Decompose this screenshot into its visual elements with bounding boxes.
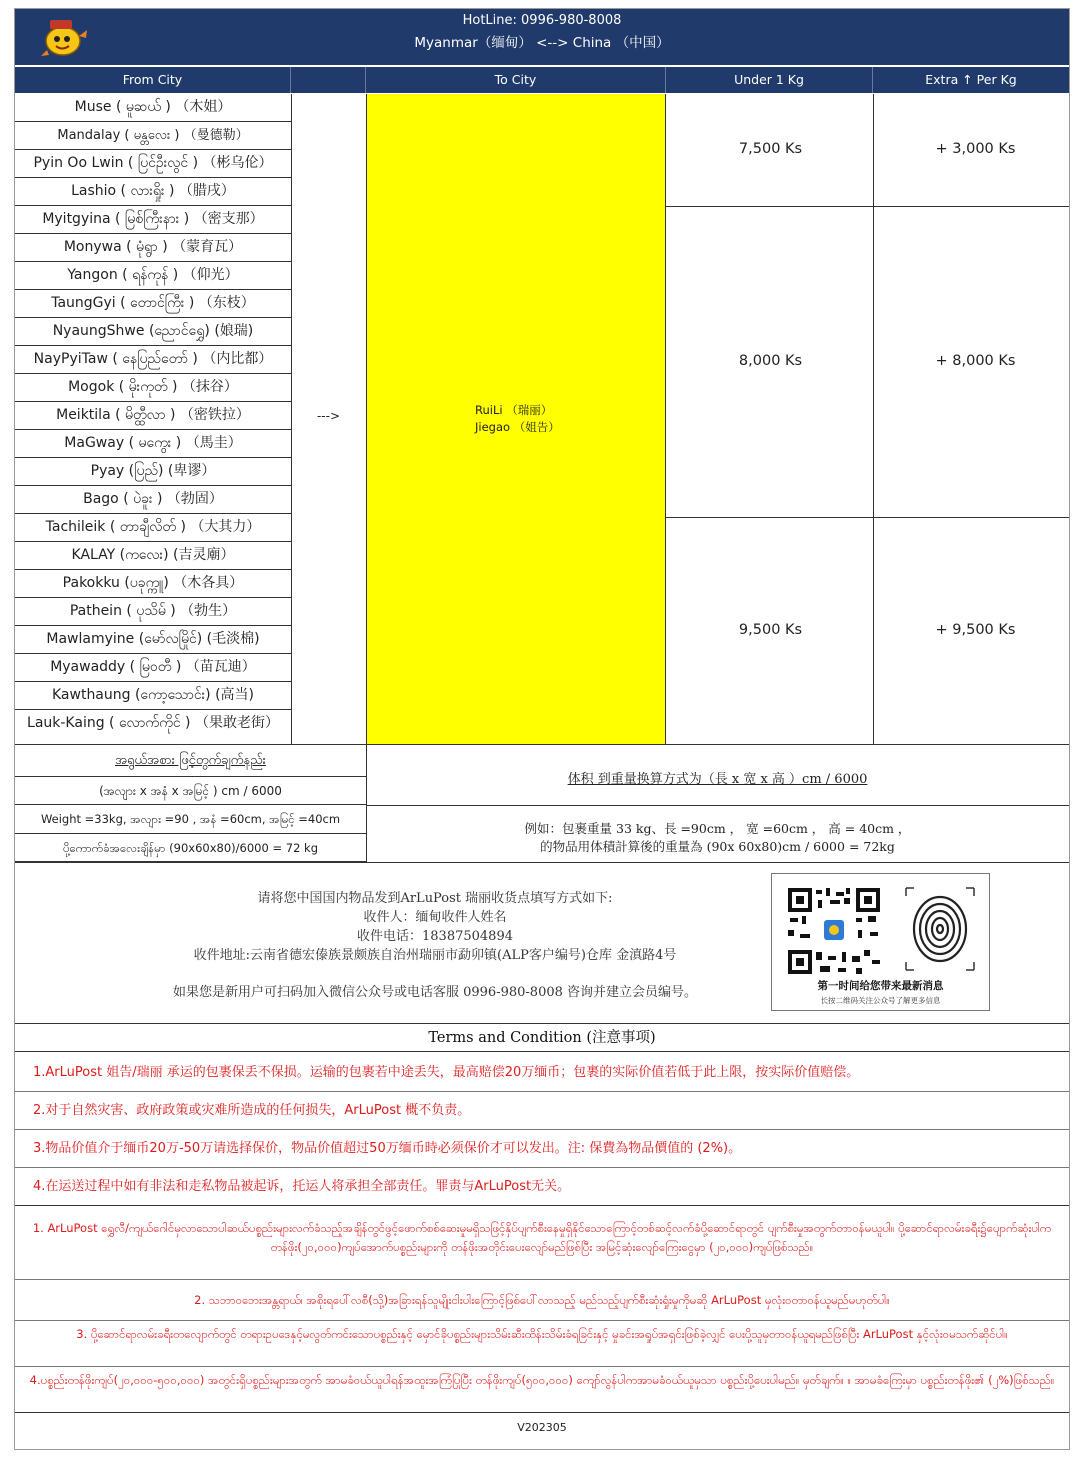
term-my-4: 4.ပစ္စည်းတန်ဖိုးကျပ်(၂၀,၀၀၀-၅၀၀,၀၀၀) အတွင်းရှိပစ္စည်းများအတွက် အာမခံဝယ်ယူပါရန်အထူးအကြံပြုပြီး တန်ဖိုးကျပ်(၅၀၀,၀၀၀) ကျော်လွန်ပါကအာမခံဝယ်ယူမှသာ ပစ္စည်းပို့ပေးပါမည်။ မှတ်ချက်။ ။ အာမခံကြေးမှာ ပစ္စည်းတန်ဖိုး၏ (၂%)ဖြစ်သည်။ xyxy=(15,1367,1069,1413)
city-row: Mandalay ( မန္တလေး ) （曼德勒） xyxy=(15,122,291,150)
destination-list xyxy=(475,402,560,436)
city-row: Tachileik ( တာချီလိတ် ) （大其力） xyxy=(15,514,291,542)
col-extra-per-kg: Extra ↑ Per Kg xyxy=(925,72,1017,87)
qr-subcaption: 长按二维码关注公众号了解更多信息 xyxy=(820,996,941,1005)
address-recipient: 收件人：缅甸收件人姓名 xyxy=(363,910,507,925)
term-cn-3: 3.物品价值介于缅币20万-50万请选择保价，物品价值超过50万缅币時必须保价才可以发出。注: 保費為物品價值的 (2%)。 xyxy=(15,1130,1069,1168)
city-row: Kawthaung (ကော့သောင်း) (高当) xyxy=(15,682,291,710)
address-phone: 收件电话：18387504894 xyxy=(357,929,513,944)
city-row: NyaungShwe (ညောင်ရွှေ) (娘瑞) xyxy=(15,318,291,346)
price-under-1: 7,500 Ks xyxy=(738,141,803,157)
price-extra-2: + 8,000 Ks xyxy=(935,353,1016,369)
city-row: Pyin Oo Lwin ( ပြင်ဦးလွင် ) （彬乌伦） xyxy=(15,150,291,178)
header-banner xyxy=(15,9,1069,65)
to-city-cell xyxy=(366,94,666,744)
city-row: Pyay (ပြည်) (卑谬） xyxy=(15,458,291,486)
address-block xyxy=(75,889,795,1002)
address-spacer xyxy=(75,965,795,983)
address-intro: 请将您中国国内物品发到ArLuPost 瑞丽收货点填写方式如下: xyxy=(257,891,613,906)
grid-divider xyxy=(873,94,874,744)
qr-code-icon[interactable] xyxy=(786,886,882,976)
term-cn-1: 1.ArLuPost 姐告/瑞丽 承运的包裹保丢不保损。运输的包裹若中途丢失，最高赔偿20万缅币；包裹的实际价值若低于此上限，按实际价值赔偿。 xyxy=(15,1053,1069,1092)
conversion-formula-my: (အလျား x အနံ x အမြင့် ) cm / 6000 xyxy=(15,777,366,805)
column-header-bar xyxy=(15,67,1069,93)
direction-arrow: ---> xyxy=(316,409,341,423)
address-new-user-note: 如果您是新用户可扫码加入微信公众号或电话客服 0996-980-8008 咨询并建立会员编号。 xyxy=(172,985,698,1000)
city-row: Pakokku (ပခုက္ကူ) （木各具） xyxy=(15,570,291,598)
address-location: 收件地址:云南省德宏傣族景颇族自治州瑞丽市勐卯镇(ALP客户编号)仓库 金滇路4号 xyxy=(193,948,677,963)
qr-caption: 第一时间给您带来最新消息 xyxy=(817,980,944,992)
route-text: Myanmar（缅甸） <--> China （中国） xyxy=(414,35,670,51)
term-cn-2: 2.对于自然灾害、政府政策或灾难所造成的任何损失，ArLuPost 概不负责。 xyxy=(15,1092,1069,1130)
price-sheet xyxy=(14,8,1070,1450)
city-row: MaGway ( မကွေး ) （馬圭） xyxy=(15,430,291,458)
conversion-bottom-line xyxy=(15,862,1069,863)
city-row: Pathein ( ပုသိမ် ) （勃生） xyxy=(15,598,291,626)
conversion-title-my: အရွယ်အစား ဖြင့်တွက်ချက်နည်း xyxy=(15,745,366,777)
conversion-example-cn: 例如：包裹重量 33 kg、長 =90cm ， 宽 =60cm ， 高 = 40cm ， xyxy=(524,821,911,836)
terms-title: Terms and Condition (注意事项) xyxy=(15,1023,1069,1052)
hotline-text: HotLine: 0996-980-8008 xyxy=(462,13,622,28)
conversion-example-my: Weight =33kg, အလျား =90 , အနံ =60cm, အမြင့် =40cm xyxy=(15,805,366,834)
city-row: KALAY (ကလေး) (吉灵廟） xyxy=(15,542,291,570)
price-extra-3: + 9,500 Ks xyxy=(935,622,1016,638)
term-my-3: 3. ပို့ဆောင်ရာလမ်းခရီးတလျောက်တွင် တရားဥပဒေနှင့်မလွတ်ကင်းသောပစ္စည်းနှင့် မှောင်ခိုပစ္စည်းများသိမ်းဆီးထိန်းသိမ်းခံရခြင်းနှင့် မှုခင်းအရှုပ်အရှင်းဖြစ်ခဲ့လျှင် ပေးပို့သူမှတာဝန်ယူရမည်ဖြစ်ပြီး ArLuPost နှင့်လုံးဝမသက်ဆိုင်ပါ။ xyxy=(15,1321,1069,1367)
term-cn-4: 4.在运送过程中如有非法和走私物品被起诉，托运人将承担全部责任。罪责与ArLuPost无关。 xyxy=(15,1168,1069,1206)
city-row: NayPyiTaw ( နေပြည်တော် ) （内比都） xyxy=(15,346,291,374)
city-row: Myawaddy ( မြဝတီ ) （苗瓦迪） xyxy=(15,654,291,682)
city-row: Monywa ( မုံရွာ ) （蒙育瓦） xyxy=(15,234,291,262)
city-row: Muse ( မူဆယ် ) （木姐） xyxy=(15,94,291,122)
term-my-2: 2. သဘာဝဘေးအန္တရာယ်၊ အစိုးရပေါ်လစီ(သို့)အခြားရန်သူမျိုးငါးပါးကြောင့်ဖြစ်ပေါ်လာသည့် မည်သည့်ပျက်စီးဆုံးရှုံးမှုကိုမဆို ArLuPost မှလုံးဝတာဝန်ယူမည်မဟုတ်ပါ။ xyxy=(15,1280,1069,1321)
term-my-1: 1. ArLuPost ရွှေလီ/ကျယ်ဂေါင်မှလာသောပါဆယ်ပစ္စည်းများလက်ခံသည့်အချိန်တွင်ဖွင့်ဖောက်စစ်ဆေးမှုမရှိသဖြင့်နှိပ်ပျက်စီးနေမှုရှိနိုင်သောကြောင့်တစ်ဆင့်လက်ခံပို့ဆောင်ရာတွင် ပျက်စီးမှုအတွက်တာဝန်မယူပါ။ ပို့ဆောင်ရာလမ်းခရီး၌ပျောက်ဆုံးပါကတန်ဖိုး(၂၀,၀၀၀)ကျပ်အောက်ပစ္စည်းများကို တန်ဖိုးအတိုင်းပေးလျော်မည်ဖြစ်ပြီး အမြင့်ဆုံးလျော်ကြေးငွေမှာ (၂၀,၀၀၀)ကျပ်ဖြစ်သည်။ xyxy=(15,1207,1069,1280)
destination-jiegao: Jiegao （姐告） xyxy=(475,420,560,434)
col-to-city: To City xyxy=(366,67,666,93)
city-row: Lashio ( လားရှိုး ) （腊戌） xyxy=(15,178,291,206)
city-row: Bago ( ပဲခူး ) （勃固） xyxy=(15,486,291,514)
city-row: Lauk-Kaing ( လောက်ကိုင် ) （果敢老街） xyxy=(27,715,279,731)
col-spacer xyxy=(291,67,366,93)
city-row: Yangon ( ရန်ကုန် ) （仰光） xyxy=(15,262,291,290)
version-label: V202305 xyxy=(517,1421,567,1434)
city-row: Mawlamyine (မော်လမြိုင်) (毛淡棉) xyxy=(15,626,291,654)
city-row: Meiktila ( မိတ္ထီလာ ) （密铁拉） xyxy=(15,402,291,430)
qr-card[interactable] xyxy=(771,873,990,1011)
conversion-row-line xyxy=(366,805,1069,806)
col-from-city: From City xyxy=(15,67,291,93)
destination-ruili: RuiLi （瑞丽） xyxy=(475,403,553,417)
price-divider xyxy=(666,206,1069,207)
col-under-1kg: Under 1 Kg xyxy=(666,67,873,93)
price-extra-1: + 3,000 Ks xyxy=(935,141,1016,157)
conversion-result-cn: 的物品用体積計算後的重量為 (90x 60x80)cm / 6000 = 72kg xyxy=(540,839,895,854)
conversion-title-cn: 体积 到重量换算方式为（長 x 宽 x 高 ）cm / 6000 xyxy=(567,772,868,787)
city-row: Myitgyina ( မြစ်ကြီးနား ) （密支那） xyxy=(15,206,291,234)
conversion-result-my: ပို့ကောက်ခံအလေးချိန်မှာ (90x60x80)/6000 = 72 kg xyxy=(15,834,366,862)
fingerprint-icon xyxy=(902,886,978,972)
city-row: TaungGyi ( တောင်ကြီး ) （东枝） xyxy=(15,290,291,318)
city-row: Mogok ( မိုးကုတ် ) （抹谷） xyxy=(15,374,291,402)
price-divider xyxy=(666,517,1069,518)
price-under-3: 9,500 Ks xyxy=(738,622,803,638)
price-under-2: 8,000 Ks xyxy=(738,353,803,369)
